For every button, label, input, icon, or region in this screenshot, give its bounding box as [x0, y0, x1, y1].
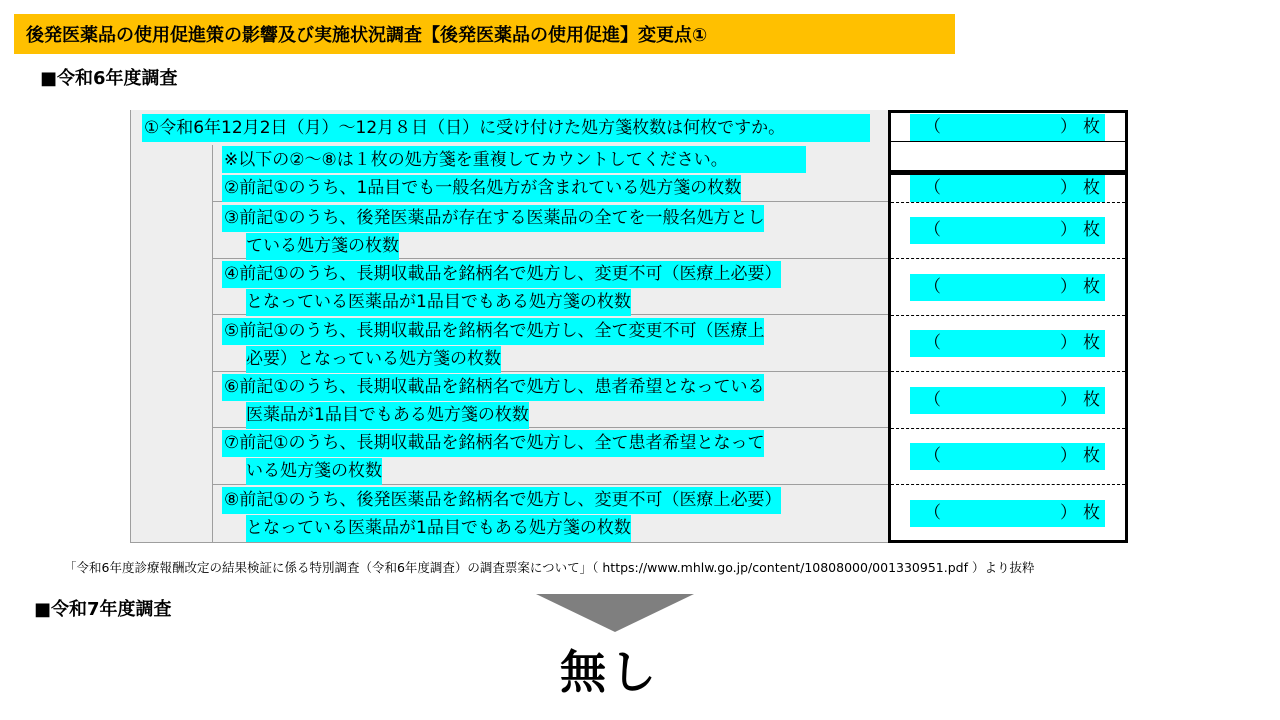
- question-line: いる処方箋の枚数: [246, 458, 382, 485]
- paren-open: （: [924, 503, 941, 523]
- question-line: ②前記①のうち、1品目でも一般名処方が含まれている処方箋の枚数: [222, 175, 741, 202]
- paren-open: （: [924, 333, 941, 353]
- question-line: 医薬品が1品目でもある処方箋の枚数: [246, 402, 529, 429]
- answer-field[interactable]: [910, 443, 1105, 470]
- section-heading-r7: ■令和7年度調査: [34, 599, 172, 620]
- section-heading-r6: ■令和6年度調査: [40, 68, 178, 89]
- paren-open: （: [924, 220, 941, 240]
- unit-label: 枚: [1083, 333, 1100, 353]
- source-citation: 「令和6年度診療報酬改定の結果検証に係る特別調査（令和6年度調査）の調査票案について」（ https://www.mhlw.go.jp/content/10808000/001330951.pdf ）より抜粋: [64, 560, 1035, 575]
- answer-field[interactable]: [910, 274, 1105, 301]
- answer-field[interactable]: [910, 387, 1105, 414]
- unit-label: 枚: [1083, 117, 1100, 137]
- question-line: となっている医薬品が1品目でもある処方箋の枚数: [246, 515, 631, 542]
- question-line: ⑥前記①のうち、長期収載品を銘柄名で処方し、患者希望となっている: [222, 374, 764, 401]
- paren-close: ）: [1060, 446, 1077, 466]
- result-text: 無し: [560, 645, 660, 699]
- unit-label: 枚: [1083, 446, 1100, 466]
- answer-field[interactable]: [910, 175, 1105, 202]
- paren-close: ）: [1060, 117, 1077, 137]
- paren-close: ）: [1060, 503, 1077, 523]
- counting-note: ※以下の②〜⑧は１枚の処方箋を重複してカウントしてください。: [222, 146, 806, 173]
- question-line: となっている医薬品が1品目でもある処方箋の枚数: [246, 289, 631, 316]
- paren-open: （: [924, 446, 941, 466]
- answer-divider: [891, 315, 1125, 316]
- answer-divider: [891, 428, 1125, 429]
- unit-label: 枚: [1083, 178, 1100, 198]
- paren-close: ）: [1060, 178, 1077, 198]
- question-line: ⑤前記①のうち、長期収載品を銘柄名で処方し、全て変更不可（医療上: [222, 318, 764, 345]
- unit-label: 枚: [1083, 390, 1100, 410]
- answer-field[interactable]: [910, 330, 1105, 357]
- paren-close: ）: [1060, 333, 1077, 353]
- answer-strip: [888, 142, 1128, 173]
- answer-field[interactable]: [910, 500, 1105, 527]
- page-title-text: 後発医薬品の使用促進策の影響及び実施状況調査【後発医薬品の使用促進】変更点①: [26, 25, 708, 46]
- down-arrow-icon: [536, 594, 694, 632]
- paren-open: （: [924, 117, 941, 137]
- answer-divider: [891, 371, 1125, 372]
- paren-close: ）: [1060, 220, 1077, 240]
- answer-divider: [891, 484, 1125, 485]
- question-line: ⑦前記①のうち、長期収載品を銘柄名で処方し、全て患者希望となって: [222, 430, 764, 457]
- question-line: ⑧前記①のうち、後発医薬品を銘柄名で処方し、変更不可（医療上必要）: [222, 487, 781, 514]
- answer-divider: [891, 258, 1125, 259]
- unit-label: 枚: [1083, 503, 1100, 523]
- question-line: ③前記①のうち、後発医薬品が存在する医薬品の全てを一般名処方とし: [222, 205, 764, 232]
- paren-open: （: [924, 277, 941, 297]
- paren-open: （: [924, 390, 941, 410]
- paren-close: ）: [1060, 277, 1077, 297]
- answer-divider: [891, 202, 1125, 203]
- question-line: ている処方箋の枚数: [246, 233, 399, 260]
- main-question: ①令和6年12月2日（月）〜12月８日（日）に受け付けた処方箋枚数は何枚ですか。: [142, 114, 870, 142]
- answer-field[interactable]: [910, 217, 1105, 244]
- paren-open: （: [924, 178, 941, 198]
- page-title: [14, 14, 955, 54]
- paren-close: ）: [1060, 390, 1077, 410]
- answer-field[interactable]: [910, 114, 1105, 141]
- survey-form-excerpt: [130, 110, 1128, 543]
- unit-label: 枚: [1083, 277, 1100, 297]
- unit-label: 枚: [1083, 220, 1100, 240]
- question-line: 必要）となっている処方箋の枚数: [246, 346, 501, 373]
- question-line: ④前記①のうち、長期収載品を銘柄名で処方し、変更不可（医療上必要）: [222, 261, 781, 288]
